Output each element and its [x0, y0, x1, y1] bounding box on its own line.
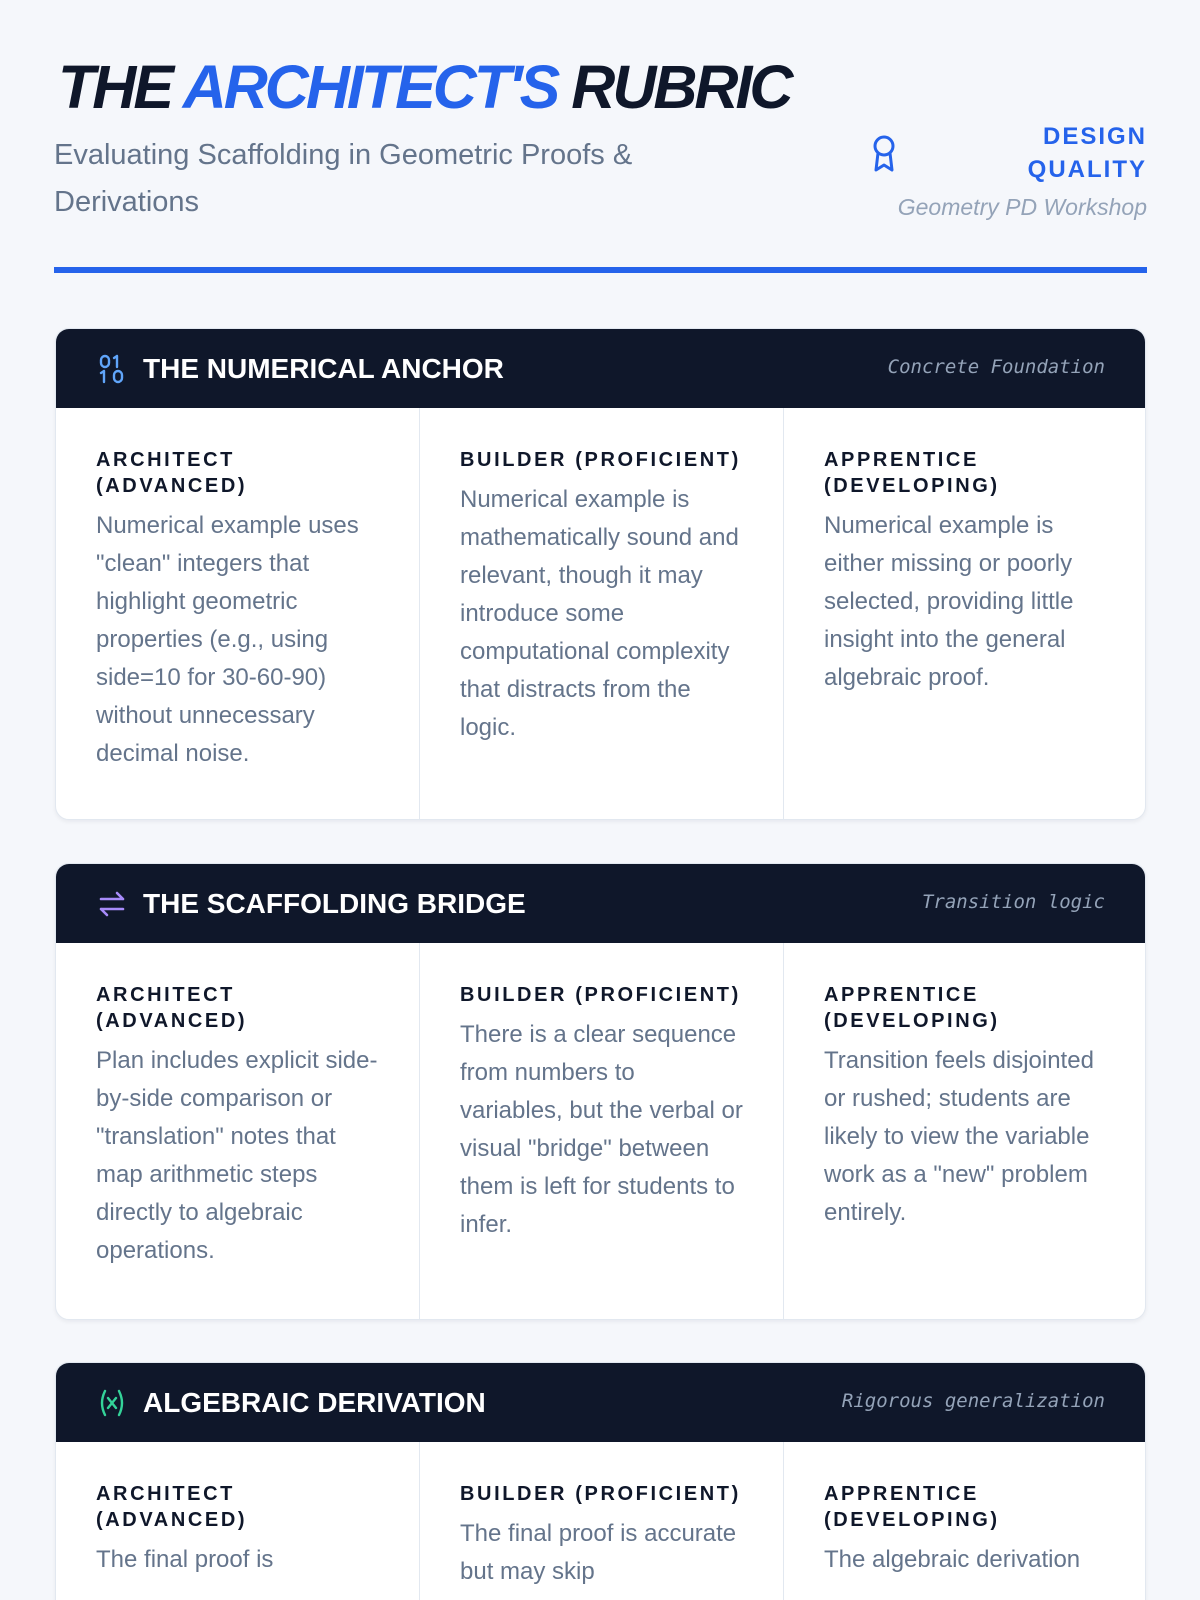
- card-tag: Transition logic: [921, 891, 1105, 913]
- level-label: BUILDER (PROFICIENT): [460, 984, 741, 1006]
- page-subtitle: Evaluating Scaffolding in Geometric Proofs & Derivations: [54, 139, 633, 218]
- rubric-page: [54, 0, 1147, 1585]
- page-header: [54, 0, 1147, 275]
- level-column-architect: [56, 943, 420, 1319]
- header-divider: [54, 267, 1147, 273]
- variable-icon: [98, 1388, 126, 1418]
- level-column-builder: [420, 408, 784, 819]
- card-header: [56, 864, 1145, 943]
- card-header: [56, 1363, 1145, 1442]
- level-column-builder: [420, 1442, 784, 1600]
- level-label: BUILDER (PROFICIENT): [460, 1483, 741, 1505]
- level-label: ARCHITECT (ADVANCED): [96, 1483, 248, 1531]
- rubric-card-algebraic-derivation: [55, 1362, 1146, 1600]
- level-column-builder: [420, 943, 784, 1319]
- binary-icon: [98, 354, 126, 384]
- level-columns: [56, 943, 1145, 1319]
- rubric-card-scaffolding-bridge: [55, 863, 1146, 1320]
- card-title: ALGEBRAIC DERIVATION: [143, 1387, 486, 1418]
- level-column-apprentice: [784, 408, 1146, 819]
- level-label: APPRENTICE (DEVELOPING): [824, 984, 1000, 1032]
- design-quality-label: DESIGN QUALITY: [1027, 123, 1147, 183]
- page-title: [58, 52, 790, 122]
- level-column-apprentice: [784, 1442, 1146, 1600]
- level-description: The final proof is: [96, 1546, 274, 1573]
- level-label: APPRENTICE (DEVELOPING): [824, 1483, 1000, 1531]
- level-label: ARCHITECT (ADVANCED): [96, 984, 248, 1032]
- card-header: [56, 329, 1145, 408]
- level-description: Numerical example is mathematically sound and relevant, though it may introduce some computational complexity that distracts from the logic.: [460, 486, 739, 741]
- title-part-post: RUBRIC: [557, 53, 791, 121]
- level-description: Plan includes explicit side-by-side comparison or "translation" notes that map arithmetic steps directly to algebraic operations.: [96, 1047, 378, 1264]
- level-description: The final proof is accurate but may skip: [460, 1520, 737, 1585]
- level-description: The algebraic derivation: [824, 1546, 1081, 1573]
- title-accent: ARCHITECT'S: [182, 53, 558, 121]
- level-columns: [56, 408, 1145, 819]
- level-columns: [56, 1442, 1145, 1600]
- card-title: THE SCAFFOLDING BRIDGE: [143, 888, 526, 919]
- level-description: There is a clear sequence from numbers to variables, but the verbal or visual "bridge" between them is left for students to infer.: [460, 1021, 743, 1238]
- level-column-architect: [56, 1442, 420, 1600]
- workshop-label: Geometry PD Workshop: [897, 194, 1147, 220]
- level-column-apprentice: [784, 943, 1146, 1319]
- title-part-pre: THE: [58, 53, 183, 121]
- level-column-architect: [56, 408, 420, 819]
- level-description: Transition feels disjointed or rushed; students are likely to view the variable work as a "new" problem entirely.: [824, 1047, 1094, 1226]
- level-description: Numerical example is either missing or poorly selected, providing little insight into the general algebraic proof.: [824, 512, 1074, 691]
- card-tag: Concrete Foundation: [887, 356, 1105, 378]
- level-label: ARCHITECT (ADVANCED): [96, 449, 248, 497]
- level-label: BUILDER (PROFICIENT): [460, 449, 741, 471]
- card-tag: Rigorous generalization: [841, 1390, 1105, 1412]
- card-title: THE NUMERICAL ANCHOR: [143, 353, 504, 384]
- level-label: APPRENTICE (DEVELOPING): [824, 449, 1000, 497]
- level-description: Numerical example uses "clean" integers that highlight geometric properties (e.g., using side=10 for 30-60-90) without unnecessary decimal noise.: [96, 512, 359, 767]
- rubric-card-numerical-anchor: [55, 328, 1146, 820]
- arrows-exchange-icon: [98, 889, 126, 919]
- ribbon-award-icon: [869, 133, 899, 175]
